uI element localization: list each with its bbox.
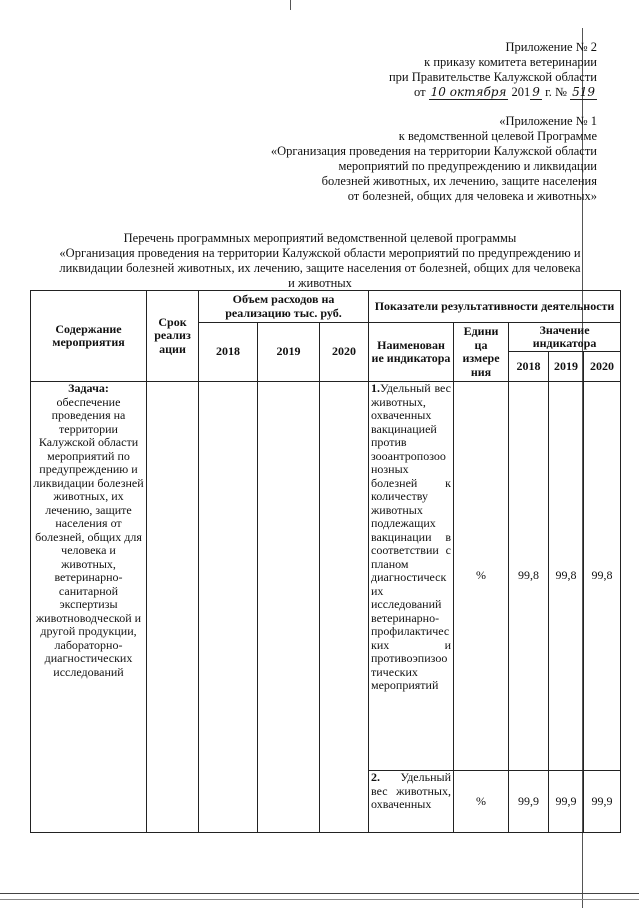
- indicator-2-unit: %: [454, 771, 509, 833]
- measures-table: [30, 290, 621, 833]
- indicator-1-name: 1.Удельный вес животных, охваченных вакцинацией против зооантропозоонозных болезней к количеству животных подлежащих вакцинации в соответствии с планом диагностических исследований ветеринарно-профилактических и противоэпизоотических мероприятий: [369, 382, 454, 771]
- header-cost-2019: 2019: [258, 323, 320, 382]
- appendix-order-line: к приказу комитета ветеринарии: [424, 55, 597, 69]
- header-costs: Объем расходов на реализацию тыс. руб.: [199, 291, 369, 323]
- scan-line-top: [290, 0, 291, 10]
- cost-2018-cell: [199, 382, 258, 833]
- table-row: [31, 382, 621, 771]
- term-cell: [147, 382, 199, 833]
- document-title: Перечень программных мероприятий ведомственной целевой программы «Организация проведения на территории Калужской области мероприятий по предупреждению и ликвидации болезней животных, их лечению, защите населения от болезней, общих для человека и животных: [59, 231, 581, 290]
- indicator-2-2019: 99,9: [549, 771, 584, 833]
- indicator-2-2018: 99,9: [509, 771, 549, 833]
- indicator-1-2020: 99,8: [584, 382, 621, 771]
- task-label: Задача:: [68, 381, 109, 395]
- header-unit: Едини ца измере ния: [454, 323, 509, 382]
- header-value-2019: 2019: [549, 352, 584, 382]
- handwritten-year: 9: [532, 85, 540, 99]
- scan-edge-bottom-2: [0, 899, 639, 900]
- task-text: обеспечение проведения на территории Калужской области мероприятий по предупреждению и ликвидации болезней животных, их лечению, защите населения от болезней, общих для человека и животных, ветеринарно-санитарной экспертизы животноводческой и другой продукции, лабораторно-диагностических исследований: [33, 394, 144, 679]
- header-cost-2020: 2020: [320, 323, 369, 382]
- indicator-2-2020: 99,9: [584, 771, 621, 833]
- indicator-1-2018: 99,8: [509, 382, 549, 771]
- appendix-date-line: от 10 октября 201 9 г. № 519: [413, 85, 595, 99]
- handwritten-number: 519: [572, 85, 595, 99]
- task-cell: [31, 382, 147, 833]
- appendix-government-line: при Правительстве Калужской области: [388, 70, 597, 84]
- header-cost-2018: 2018: [199, 323, 258, 382]
- appendix1-title: «Приложение № 1: [499, 114, 597, 128]
- cost-2020-cell: [320, 382, 369, 833]
- indicator-2-name: 2. Удельный вес животных, охваченных: [369, 771, 454, 833]
- handwritten-date: 10 октября: [430, 85, 507, 99]
- appendix1-block: «Приложение № 1 к ведомственной целевой Программе «Организация проведения на территории Калужской области мероприятий по предупреждению и ликвидации болезней животных, их лечению, защите населения от болезней, общих для человека и животных»: [270, 114, 597, 203]
- appendix-block: [389, 40, 597, 100]
- cost-2019-cell: [258, 382, 320, 833]
- header-value-2020: 2020: [584, 352, 621, 382]
- header-results: Показатели результативности деятельности: [369, 291, 621, 323]
- scan-edge-bottom: [0, 893, 639, 894]
- header-indicator-name: Наименован ие индикатора: [369, 323, 454, 382]
- header-indicator-value: Значение индикатора: [509, 323, 621, 352]
- appendix-title: Приложение № 2: [505, 40, 597, 54]
- indicator-1-2019: 99,8: [549, 382, 584, 771]
- header-value-2018: 2018: [509, 352, 549, 382]
- header-term: Срок реализ ации: [147, 291, 199, 382]
- header-content: Содержание мероприятия: [31, 291, 147, 382]
- indicator-1-unit: %: [454, 382, 509, 771]
